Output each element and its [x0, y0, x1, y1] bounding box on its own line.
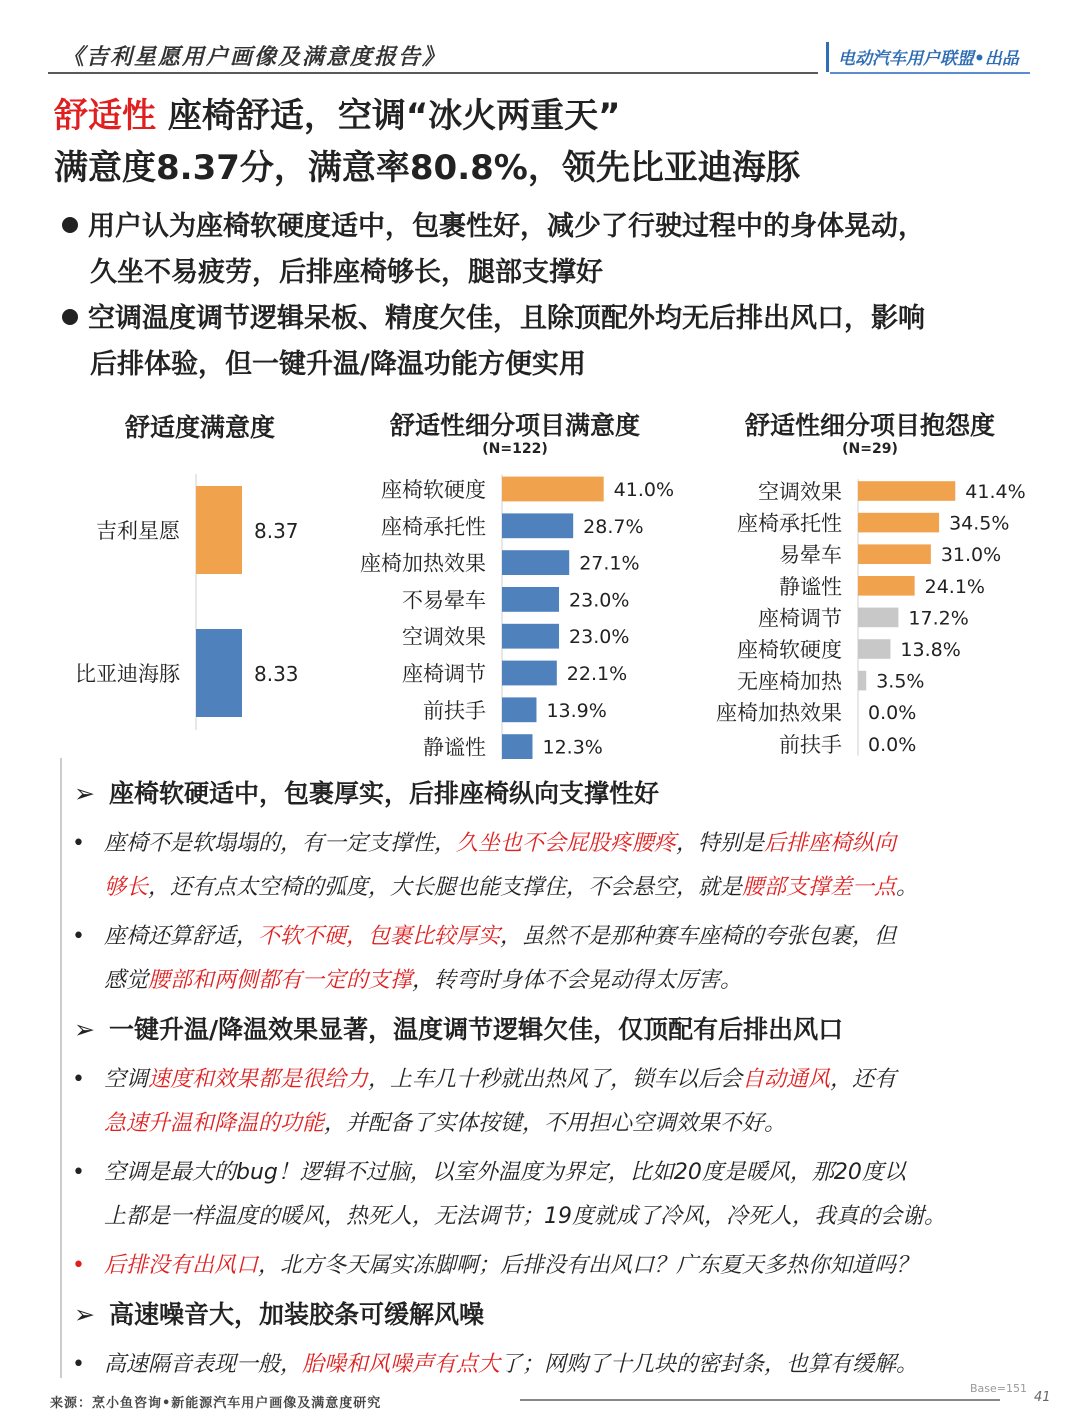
- quote-bullet-icon: •: [72, 924, 85, 949]
- user-quote: [72, 1343, 1022, 1387]
- chart3-category-label: 座椅软硬度: [737, 638, 842, 662]
- chart3-category-label: 前扶手: [779, 732, 842, 757]
- bullet-text: 后排体验，但一键升温/降温功能方便实用: [90, 349, 586, 380]
- user-quote: [72, 915, 1022, 1003]
- chart3-category-label: 空调效果: [758, 480, 842, 504]
- quote-text: ，还有: [830, 1067, 897, 1092]
- charts-canvas: [0, 460, 1080, 760]
- quote-text: ，转弯时身体不会晃动得太厉害。: [412, 968, 743, 993]
- chart2-bar: [502, 624, 559, 649]
- user-quote: [72, 1058, 1022, 1146]
- chart3-value-label: 17.2%: [908, 607, 969, 630]
- quote-bullet-icon: •: [72, 831, 85, 856]
- chart2-bar: [502, 661, 557, 686]
- bullet-text: 久坐不易疲劳，后排座椅够长，腿部支撑好: [90, 257, 603, 288]
- quote-text: 了；网购了十几块的密封条，也算有缓解。: [500, 1352, 919, 1377]
- chart3-category-label: 座椅调节: [758, 606, 842, 631]
- chart2-category-label: 座椅软硬度: [381, 478, 486, 502]
- chart2-category-label: 静谧性: [423, 735, 486, 760]
- quote-highlight: 后排没有出风口: [104, 1253, 259, 1278]
- quote-text: 空调是最大的bug！逻辑不过脑，以室外温度为界定，比如20度是暖风，那20度以: [104, 1160, 906, 1185]
- chart2-value-label: 28.7%: [583, 515, 644, 538]
- quote-bullet-icon: •: [72, 1067, 85, 1092]
- chart3-bar: [858, 671, 866, 691]
- chart3-bar: [858, 576, 915, 596]
- section-heading-text: 座椅软硬适中，包裹厚实，后排座椅纵向支撑性好: [108, 779, 659, 808]
- chart1-title: 舒适度满意度: [124, 413, 275, 442]
- section-divider: [60, 758, 62, 1378]
- footer-divider: [520, 1399, 1000, 1401]
- chart3-value-label: 0.0%: [868, 733, 917, 756]
- section-heading: [74, 1010, 843, 1046]
- quote-bullet-icon: •: [72, 1352, 85, 1377]
- summary-bullet-1: [62, 204, 1052, 296]
- chart3-value-label: 24.1%: [924, 575, 985, 598]
- page-subtitle: 满意度8.37分，满意率80.8%，领先比亚迪海豚: [54, 148, 800, 188]
- quote-bullet-icon: •: [72, 1160, 85, 1185]
- chart3-category-label: 静谧性: [779, 574, 842, 599]
- quote-text: 。: [896, 875, 919, 900]
- quote-text: ，特别是: [676, 831, 765, 856]
- header-accent-bar: [826, 42, 829, 72]
- section-heading-text: 一键升温/降温效果显著，温度调节逻辑欠佳，仅顶配有后排出风口: [108, 1015, 844, 1044]
- chart3-bar: [858, 544, 931, 564]
- chart2-bar: [502, 477, 604, 502]
- quote-text: ，还有点太空椅的弧度，大长腿也能支撑住，不会悬空，就是: [148, 875, 743, 900]
- chart3-value-label: 31.0%: [940, 544, 1002, 567]
- user-quote: [72, 1244, 1022, 1288]
- chart2-bar: [502, 587, 559, 612]
- quote-bullet-icon: •: [72, 1253, 85, 1278]
- chart1-satisfaction-score: [75, 474, 299, 730]
- quote-text: 高速隔音表现一般，: [104, 1352, 303, 1377]
- chart2-category-label: 前扶手: [423, 698, 486, 723]
- chart1-category-label: 吉利星愿: [96, 519, 180, 543]
- bullet-dot-icon: [62, 217, 78, 233]
- chart3-bar: [858, 481, 955, 501]
- chart2-category-label: 空调效果: [402, 625, 486, 650]
- chart3-category-label: 无座椅加热: [737, 669, 842, 694]
- chart2-value-label: 41.0%: [613, 479, 675, 501]
- chart3-value-label: 34.5%: [949, 512, 1010, 535]
- chart2-bar: [502, 550, 569, 575]
- quote-highlight: 急速升温和降温的功能: [104, 1111, 325, 1136]
- chart3-category-label: 易晕车: [779, 543, 842, 568]
- bullet-text: 用户认为座椅软硬度适中，包裹性好，减少了行驶过程中的身体晃动，: [88, 211, 925, 242]
- bullet-dot-icon: [62, 309, 78, 325]
- quote-text: ，上车几十秒就出热风了，锁车以后会: [368, 1067, 743, 1092]
- brand-label: 电动汽车用户联盟•出品: [838, 49, 1019, 69]
- chart2-sub-item-satisfaction: [360, 475, 674, 760]
- chart2-value-label: 13.9%: [546, 699, 607, 722]
- quote-highlight: 不软不硬，包裹比较厚实: [258, 924, 501, 949]
- chart2-category-label: 不易晕车: [402, 588, 486, 613]
- quote-text: 上都是一样温度的暖风，热死人，无法调节；19度就成了冷风，冷死人，我真的会谢。: [104, 1204, 946, 1229]
- quote-text: ，北方冬天属实冻脚啊；后排没有出风口？广东夏天多热你知道吗？: [258, 1253, 919, 1278]
- chart2-category-label: 座椅承托性: [381, 514, 486, 539]
- chart3-value-label: 41.4%: [965, 481, 1026, 503]
- chart2-bar: [502, 734, 533, 759]
- chart3-value-label: 0.0%: [868, 702, 917, 725]
- chart2-bar: [502, 697, 536, 722]
- quote-highlight: 自动通风: [742, 1067, 831, 1092]
- chart2-value-label: 22.1%: [566, 663, 628, 685]
- summary-bullet-2: [62, 296, 1052, 388]
- chart1-bar: [196, 629, 242, 717]
- chart3-bar: [858, 513, 939, 533]
- chart3-value-label: 13.8%: [900, 639, 961, 661]
- header-divider-right: [830, 72, 1030, 74]
- chart2-value-label: 23.0%: [569, 626, 630, 649]
- chart3-bar: [858, 608, 898, 628]
- quote-highlight: 腰部支撑差一点: [742, 875, 897, 900]
- quote-highlight: 久坐也不会屁股疼腰疼: [456, 831, 677, 856]
- quote-text: 感觉: [104, 968, 149, 993]
- user-quote: [72, 1151, 1022, 1239]
- chart2-title: 舒适性细分项目满意度: [389, 411, 640, 440]
- chart3-sub-item-complaints: [716, 479, 1026, 757]
- quote-text: 空调: [104, 1067, 149, 1092]
- chart1-value-label: 8.37: [254, 519, 299, 543]
- user-quote: [72, 822, 1022, 910]
- quote-highlight: 够长: [104, 875, 149, 900]
- chart2-category-label: 座椅加热效果: [360, 551, 486, 576]
- page-number: 41: [1034, 1390, 1051, 1405]
- report-title: 《吉利星愿用户画像及满意度报告》: [62, 45, 447, 70]
- quote-highlight: 后排座椅纵向: [764, 831, 897, 856]
- arrow-icon: ➢: [74, 1015, 95, 1044]
- section-heading: [74, 1295, 484, 1331]
- chart3-title: 舒适性细分项目抱怨度: [744, 411, 995, 440]
- chart2-value-label: 27.1%: [579, 552, 640, 575]
- base-size: Base=151: [970, 1382, 1027, 1395]
- chart3-sample-size: (N=29): [842, 441, 898, 457]
- chart1-category-label: 比亚迪海豚: [75, 662, 180, 686]
- chart3-bar: [858, 639, 890, 659]
- page-title: [54, 88, 621, 137]
- chart1-value-label: 8.33: [254, 662, 299, 686]
- arrow-icon: ➢: [74, 779, 95, 808]
- quote-text: 座椅还算舒适，: [104, 924, 259, 949]
- chart2-value-label: 23.0%: [569, 589, 630, 612]
- quote-text: ，虽然不是那种赛车座椅的夸张包裹，但: [500, 924, 897, 949]
- chart3-value-label: 3.5%: [876, 670, 925, 693]
- arrow-icon: ➢: [74, 1300, 95, 1329]
- source-note: 来源：烹小鱼咨询•新能源汽车用户画像及满意度研究: [50, 1396, 382, 1411]
- section-heading: [74, 774, 659, 810]
- chart2-sample-size: (N=122): [482, 441, 548, 457]
- quote-highlight: 速度和效果都是很给力: [148, 1067, 369, 1092]
- header-divider: [48, 72, 818, 74]
- section-heading-text: 高速噪音大，加装胶条可缓解风噪: [108, 1300, 484, 1329]
- chart2-bar: [502, 513, 573, 538]
- quote-text: ，并配备了实体按键，不用担心空调效果不好。: [324, 1111, 787, 1136]
- quote-highlight: 腰部和两侧都有一定的支撑: [148, 968, 413, 993]
- quote-text: 座椅不是软塌塌的，有一定支撑性，: [104, 831, 457, 856]
- bullet-text: 空调温度调节逻辑呆板、精度欠佳，且除顶配外均无后排出风口，影响: [88, 303, 925, 334]
- chart1-bar: [196, 486, 242, 574]
- title-accent: 舒适性: [54, 96, 156, 136]
- chart2-value-label: 12.3%: [542, 736, 603, 759]
- title-line1: 座椅舒适，空调“冰火两重天”: [156, 96, 621, 136]
- chart2-category-label: 座椅调节: [402, 662, 486, 686]
- chart3-category-label: 座椅承托性: [737, 511, 842, 536]
- chart3-category-label: 座椅加热效果: [716, 701, 842, 726]
- quote-highlight: 胎噪和风噪声有点大: [302, 1352, 501, 1377]
